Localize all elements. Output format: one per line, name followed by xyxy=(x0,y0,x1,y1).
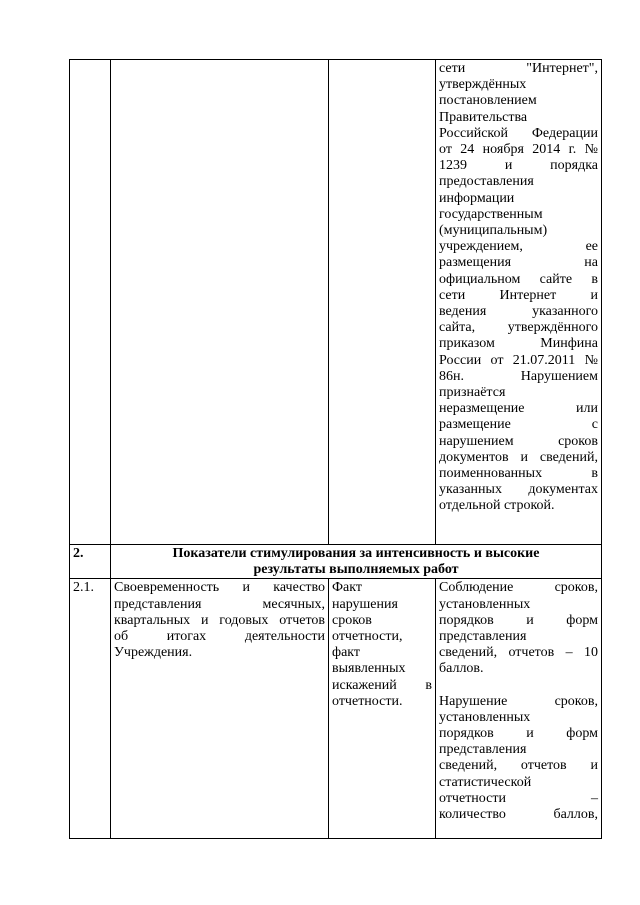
text-line: утверждённых xyxy=(439,77,527,93)
text-line: учреждением, ее xyxy=(439,239,598,255)
text-line: установленных xyxy=(439,709,531,725)
text-line: статистической xyxy=(439,774,532,790)
text-line: сети "Интернет", xyxy=(439,61,598,76)
criterion-cell xyxy=(111,579,329,839)
text-line: неразмещение или xyxy=(439,401,598,417)
text-line: количество баллов, xyxy=(439,807,598,823)
text-line: от 24 ноября 2014 г. № xyxy=(439,142,598,158)
indicator-cell xyxy=(329,60,436,545)
text-line: сведений, отчетов и xyxy=(439,758,598,774)
text-line: представления xyxy=(439,629,527,645)
text-line: установленных xyxy=(439,596,531,612)
row-number-cell: 2.1. xyxy=(70,579,111,839)
text-line: нарушения xyxy=(332,596,398,612)
text-line: сети Интернет и xyxy=(439,287,598,303)
text-line: размещение с xyxy=(439,417,598,433)
text-line: 1239 и порядка xyxy=(439,158,598,174)
text-line: отчетности. xyxy=(332,693,403,709)
text-line: представления месячных, xyxy=(114,596,325,612)
score-cell xyxy=(436,60,602,545)
text-line: отчетности, xyxy=(332,629,403,645)
text-line: признаётся xyxy=(439,385,506,401)
text-line: размещения на xyxy=(439,255,598,271)
section-title: Показатели стимулирования за интенсивность и высокие результаты выполняемых работ xyxy=(111,545,602,579)
text-line: документов и сведений, xyxy=(439,449,598,465)
text-line: постановлением xyxy=(439,93,537,109)
text-line: Нарушение сроков, xyxy=(439,693,598,709)
criterion-cell xyxy=(111,60,329,545)
text-line: информации xyxy=(439,190,515,206)
text-line: указанных документах xyxy=(439,482,598,498)
text-line: ведения указанного xyxy=(439,304,598,320)
text-line: порядков и форм xyxy=(439,612,598,628)
text-line: Правительства xyxy=(439,109,528,125)
text-line: сроков xyxy=(332,612,372,628)
text-line: поименнованных в xyxy=(439,466,598,482)
text-line: Факт xyxy=(332,580,363,596)
text-line: государственным xyxy=(439,206,543,222)
text-line: сведений, отчетов – 10 xyxy=(439,645,598,661)
section-number: 2. xyxy=(70,545,111,579)
criteria-table xyxy=(69,59,602,839)
paragraph-gap xyxy=(439,678,598,694)
table-row xyxy=(70,60,602,545)
text-line: сайта, утверждённого xyxy=(439,320,598,336)
text-line: России от 21.07.2011 № xyxy=(439,352,598,368)
text-line: Российской Федерации xyxy=(439,125,598,141)
section-header-row xyxy=(70,545,602,579)
text-line: отдельной строкой. xyxy=(439,498,555,514)
text-line: Соблюдение сроков, xyxy=(439,580,598,596)
text-line: искажений в xyxy=(332,677,432,693)
text-line: об итогах деятельности xyxy=(114,629,325,645)
text-line: (муниципальным) xyxy=(439,223,548,239)
table-row xyxy=(70,579,602,839)
text-line: представления xyxy=(439,742,527,758)
text-line: 86н. Нарушением xyxy=(439,368,598,384)
text-line: порядков и форм xyxy=(439,726,598,742)
text-line: квартальных и годовых отчетов xyxy=(114,612,325,628)
text-line: отчетности – xyxy=(439,790,598,806)
text-line: Учреждения. xyxy=(114,645,193,661)
text-line: выявленных xyxy=(332,661,406,677)
text-line: приказом Минфина xyxy=(439,336,598,352)
text-line: официальном сайте в xyxy=(439,271,598,287)
score-cell xyxy=(436,579,602,839)
text-line: баллов. xyxy=(439,661,484,677)
text-line: предоставления xyxy=(439,174,534,190)
text-line: нарушением сроков xyxy=(439,433,598,449)
indicator-cell xyxy=(329,579,436,839)
text-line: Своевременность и качество xyxy=(114,580,325,596)
text-line: факт xyxy=(332,645,361,661)
row-number-cell xyxy=(70,60,111,545)
